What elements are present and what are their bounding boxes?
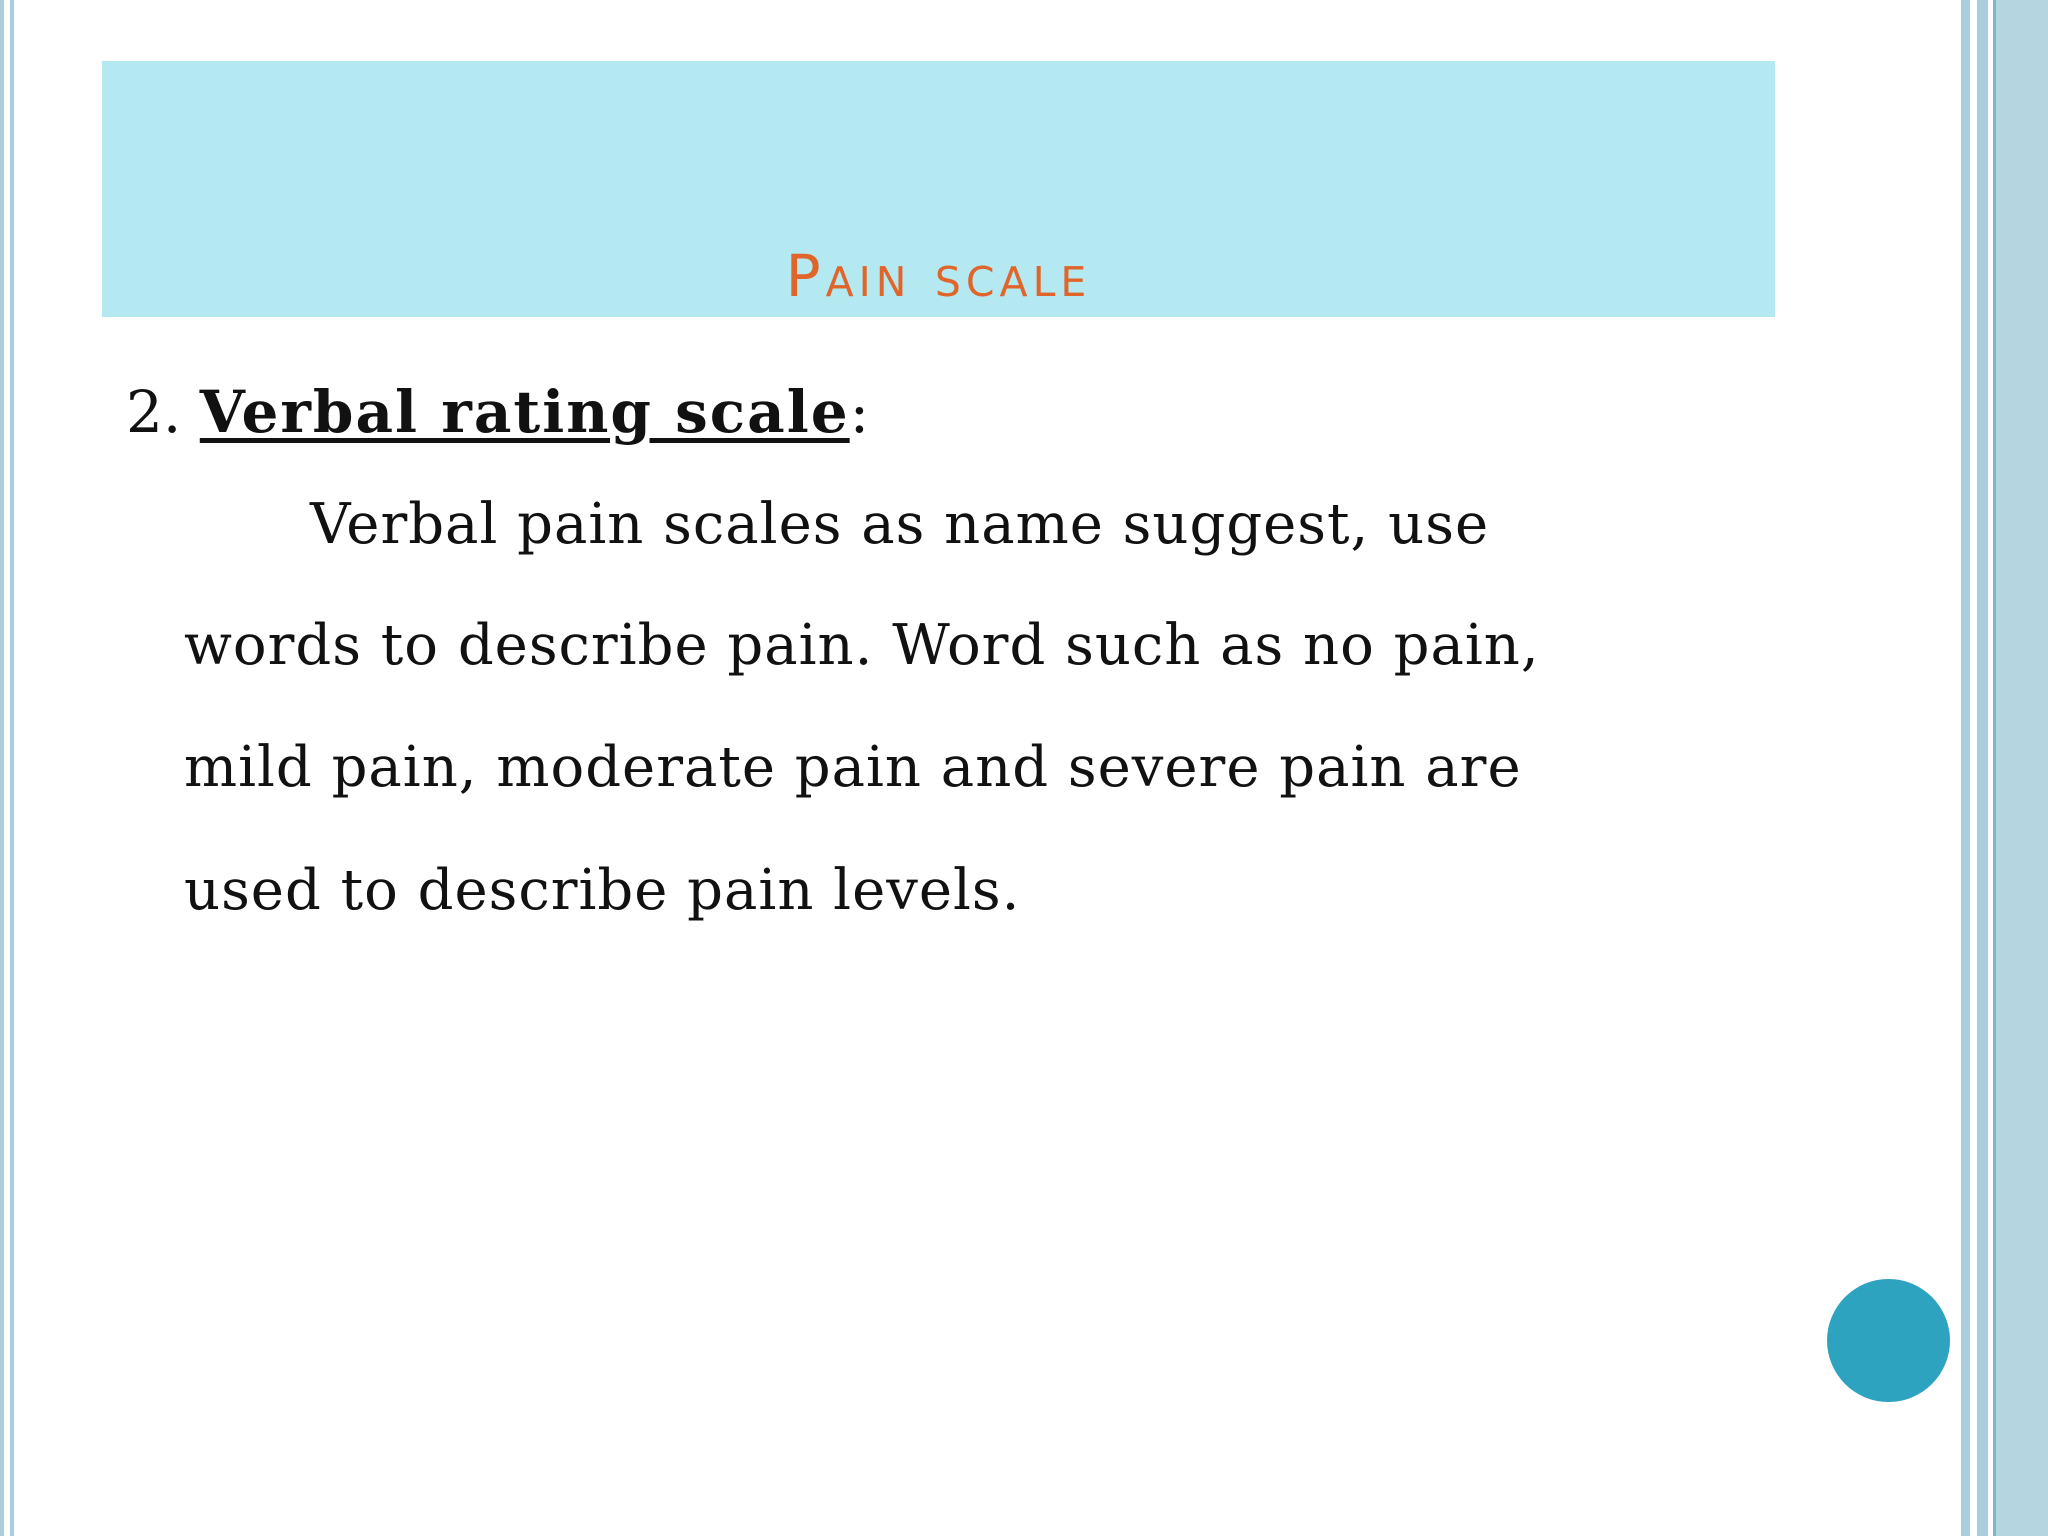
section-heading (126, 372, 869, 452)
right-border-stripe-inner (1977, 0, 1988, 1536)
body-line-3: mild pain, moderate pain and severe pain are (184, 735, 1522, 800)
body-line-4: used to describe pain levels. (184, 858, 1021, 923)
body-line-1: Verbal pain scales as name suggest, use (310, 492, 1490, 557)
heading-term: Verbal rating scale (199, 378, 850, 446)
left-border-line (0, 0, 4, 1536)
title-band (102, 61, 1775, 317)
heading-number: 2. (126, 378, 182, 446)
right-border-stripe (1961, 0, 1970, 1536)
body-line-2: words to describe pain. Word such as no pain, (184, 613, 1540, 678)
left-border-line-inner (10, 0, 14, 1536)
heading-suffix: : (849, 378, 870, 446)
right-border-band-edge (1993, 0, 1996, 1536)
decorative-circle (1827, 1279, 1950, 1402)
slide-title: Pain scale (785, 242, 1092, 310)
right-border-band (1993, 0, 2048, 1536)
